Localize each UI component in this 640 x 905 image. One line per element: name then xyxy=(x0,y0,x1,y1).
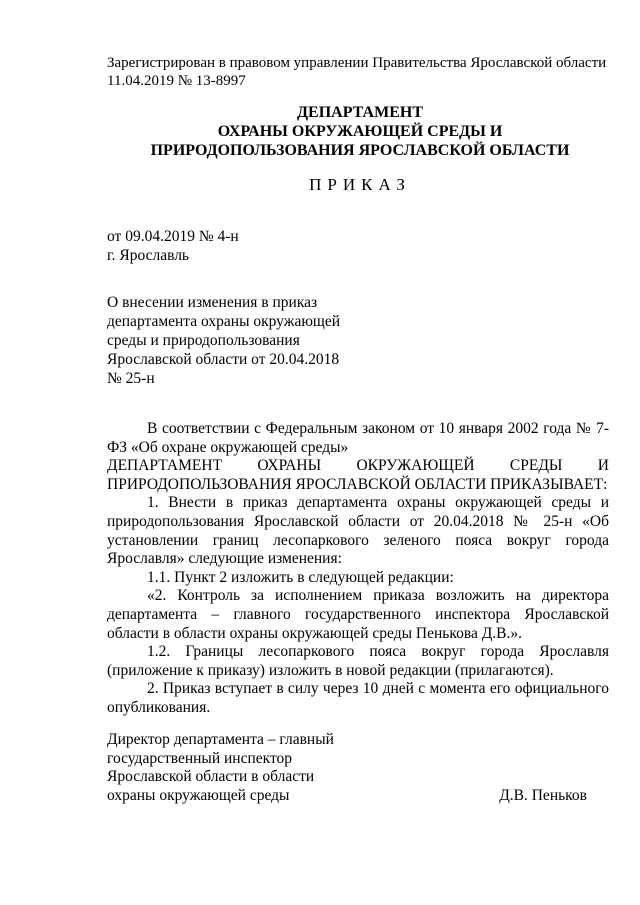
signature-block xyxy=(107,731,609,805)
order-city: г. Ярославль xyxy=(107,247,189,264)
item-1-2-paragraph: 1.2. Границы лесопаркового пояса вокруг города Ярославля (приложение к приказу) изложить в новой редакции (прилагаются). xyxy=(107,643,609,679)
orders-line-2: ПРИРОДОПОЛЬЗОВАНИЯ ЯРОСЛАВСКОЙ ОБЛАСТИ ПРИКАЗЫВАЕТ: xyxy=(107,475,608,493)
department-title-line-1: ДЕПАРТАМЕНТ xyxy=(297,104,423,121)
subject-line-2: департамента охраны окружающей xyxy=(107,313,341,330)
signature-title-line-3: Ярославской области в области xyxy=(107,768,315,785)
order-subject xyxy=(107,293,340,388)
signatory-name: Д.В. Пеньков xyxy=(499,786,587,804)
department-title xyxy=(60,103,640,160)
signature-title-line-2: государственный инспектор xyxy=(107,749,293,767)
department-title-line-2: ОХРАНЫ ОКРУЖАЮЩЕЙ СРЕДЫ И xyxy=(217,123,503,140)
preamble-paragraph: В соответствии с Федеральным законом от 10 января 2002 года № 7-ФЗ «Об охране окружающей среды» xyxy=(107,420,609,456)
document-type: ПРИКАЗ xyxy=(309,175,411,194)
item-1-paragraph: 1. Внести в приказ департамента охраны окружающей среды и природопользования Ярославской области от 20.04.2018 № 25-н «Об установлении границ лесопаркового зеленого пояса вокруг города Ярославля» следующие изменения: xyxy=(107,494,609,568)
subject-line-3: среды и природопользования xyxy=(107,332,300,349)
signature-title-line-1: Директор департамента – главный xyxy=(107,731,334,748)
subject-line-1: О внесении изменения в приказ xyxy=(107,294,318,311)
signature-last-row xyxy=(107,787,609,806)
registration-line-1: Зарегистрирован в правовом управлении Правительства Ярославской области xyxy=(107,55,607,71)
item-1-1-paragraph: 1.1. Пункт 2 изложить в следующей редакции: xyxy=(147,568,454,586)
registration-note xyxy=(107,54,627,90)
signature-title-line-4: охраны окружающей среды xyxy=(107,786,290,804)
department-title-line-3: ПРИРОДОПОЛЬЗОВАНИЯ ЯРОСЛАВСКОЙ ОБЛАСТИ xyxy=(150,142,570,159)
subject-line-5: № 25-н xyxy=(107,370,155,387)
subject-line-4: Ярославской области от 20.04.2018 xyxy=(107,351,340,368)
order-date-number: от 09.04.2019 № 4-н xyxy=(107,228,239,245)
order-body xyxy=(107,420,609,718)
order-meta xyxy=(107,227,239,265)
item-2-paragraph: 2. Приказ вступает в силу через 10 дней с момента его официального опубликования. xyxy=(107,680,609,716)
orders-line-1: ДЕПАРТАМЕНТ ОХРАНЫ ОКРУЖАЮЩЕЙ СРЕДЫ И xyxy=(107,457,609,475)
item-1-1-quote-paragraph: «2. Контроль за исполнением приказа возложить на директора департамента – главного государственного инспектора Ярославской области в области охраны окружающей среды Пенькова Д.В.». xyxy=(107,587,609,642)
registration-line-2: 11.04.2019 № 13-8997 xyxy=(107,73,246,89)
